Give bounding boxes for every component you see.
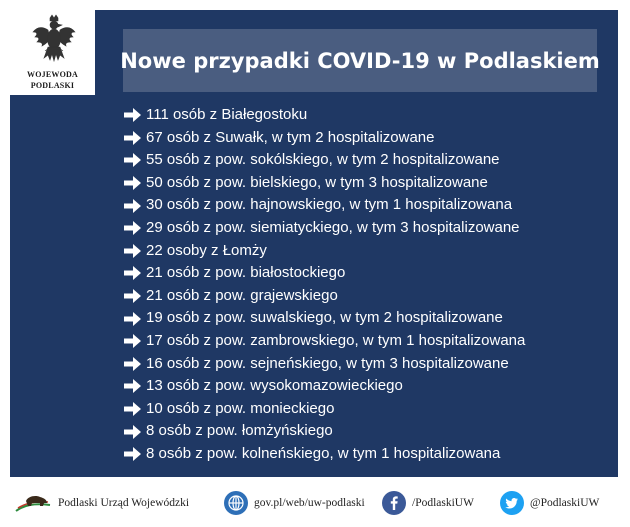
case-text: 19 osób z pow. suwalskiego, w tym 2 hospitalizowane	[146, 309, 503, 327]
case-text: 22 osoby z Łomży	[146, 241, 267, 259]
twitter-icon	[500, 491, 524, 515]
office-credit	[14, 479, 189, 527]
case-text: 21 osób z pow. grajewskiego	[146, 286, 338, 304]
case-text: 30 osób z pow. hajnowskiego, w tym 1 hospitalizowana	[146, 196, 513, 214]
case-text: 55 osób z pow. sokólskiego, w tym 2 hospitalizowane	[146, 151, 500, 169]
arrow-right-icon	[124, 425, 141, 439]
arrow-right-icon	[124, 379, 141, 393]
case-text: 10 osób z pow. monieckiego	[146, 399, 335, 417]
voivode-logo	[10, 10, 95, 95]
list-item	[124, 443, 614, 466]
list-item	[124, 330, 614, 353]
list-item	[124, 104, 614, 127]
twitter-link[interactable]	[500, 479, 599, 527]
eagle-emblem-icon	[32, 14, 76, 66]
website-url[interactable]: gov.pl/web/uw-podlaski	[254, 497, 365, 509]
arrow-right-icon	[124, 131, 141, 145]
list-item	[124, 307, 614, 330]
case-text: 17 osób z pow. zambrowskiego, w tym 1 hospitalizowana	[146, 331, 526, 349]
list-item	[124, 127, 614, 150]
list-item	[124, 375, 614, 398]
list-item	[124, 353, 614, 376]
facebook-icon	[382, 491, 406, 515]
list-item	[124, 217, 614, 240]
logo-text-line1: WOJEWODA	[27, 70, 78, 79]
arrow-right-icon	[124, 334, 141, 348]
cases-list	[124, 104, 614, 466]
title-banner	[120, 29, 600, 92]
case-text: 111 osób z Białegostoku	[146, 106, 308, 123]
arrow-right-icon	[124, 153, 141, 167]
list-item	[124, 420, 614, 443]
arrow-right-icon	[124, 357, 141, 371]
case-text: 13 osób z pow. wysokomazowieckiego	[146, 377, 403, 395]
page-title: Nowe przypadki COVID-19 w Podlaskiem	[120, 48, 600, 73]
arrow-right-icon	[124, 312, 141, 326]
arrow-right-icon	[124, 289, 141, 303]
arrow-right-icon	[124, 176, 141, 190]
case-text: 50 osób z pow. bielskiego, w tym 3 hospitalizowane	[146, 173, 488, 191]
office-name: Podlaski Urząd Wojewódzki	[58, 497, 190, 509]
list-item	[124, 398, 614, 421]
arrow-right-icon	[124, 402, 141, 416]
footer-bar	[0, 479, 630, 527]
case-text: 8 osób z pow. łomżyńskiego	[146, 422, 333, 440]
bison-logo-icon	[14, 491, 52, 515]
arrow-right-icon	[124, 266, 141, 280]
list-item	[124, 194, 614, 217]
list-item	[124, 149, 614, 172]
case-text: 16 osób z pow. sejneńskiego, w tym 3 hospitalizowane	[146, 354, 509, 372]
arrow-right-icon	[124, 221, 141, 235]
twitter-handle[interactable]: @PodlaskiUW	[530, 497, 600, 509]
arrow-right-icon	[124, 244, 141, 258]
case-text: 67 osób z Suwałk, w tym 2 hospitalizowane	[146, 128, 435, 146]
list-item	[124, 240, 614, 263]
case-text: 8 osób z pow. kolneńskiego, w tym 1 hospitalizowana	[146, 444, 501, 462]
facebook-link[interactable]	[382, 479, 474, 527]
list-item	[124, 285, 614, 308]
list-item	[124, 172, 614, 195]
arrow-right-icon	[124, 199, 141, 213]
logo-text-line2: PODLASKI	[30, 81, 75, 90]
arrow-right-icon	[124, 447, 141, 461]
case-text: 29 osób z pow. siemiatyckiego, w tym 3 hospitalizowane	[146, 218, 520, 236]
globe-icon	[224, 491, 248, 515]
facebook-handle[interactable]: /PodlaskiUW	[412, 497, 474, 509]
arrow-right-icon	[124, 108, 141, 122]
website-link[interactable]	[224, 479, 365, 527]
list-item	[124, 262, 614, 285]
case-text: 21 osób z pow. białostockiego	[146, 264, 346, 282]
